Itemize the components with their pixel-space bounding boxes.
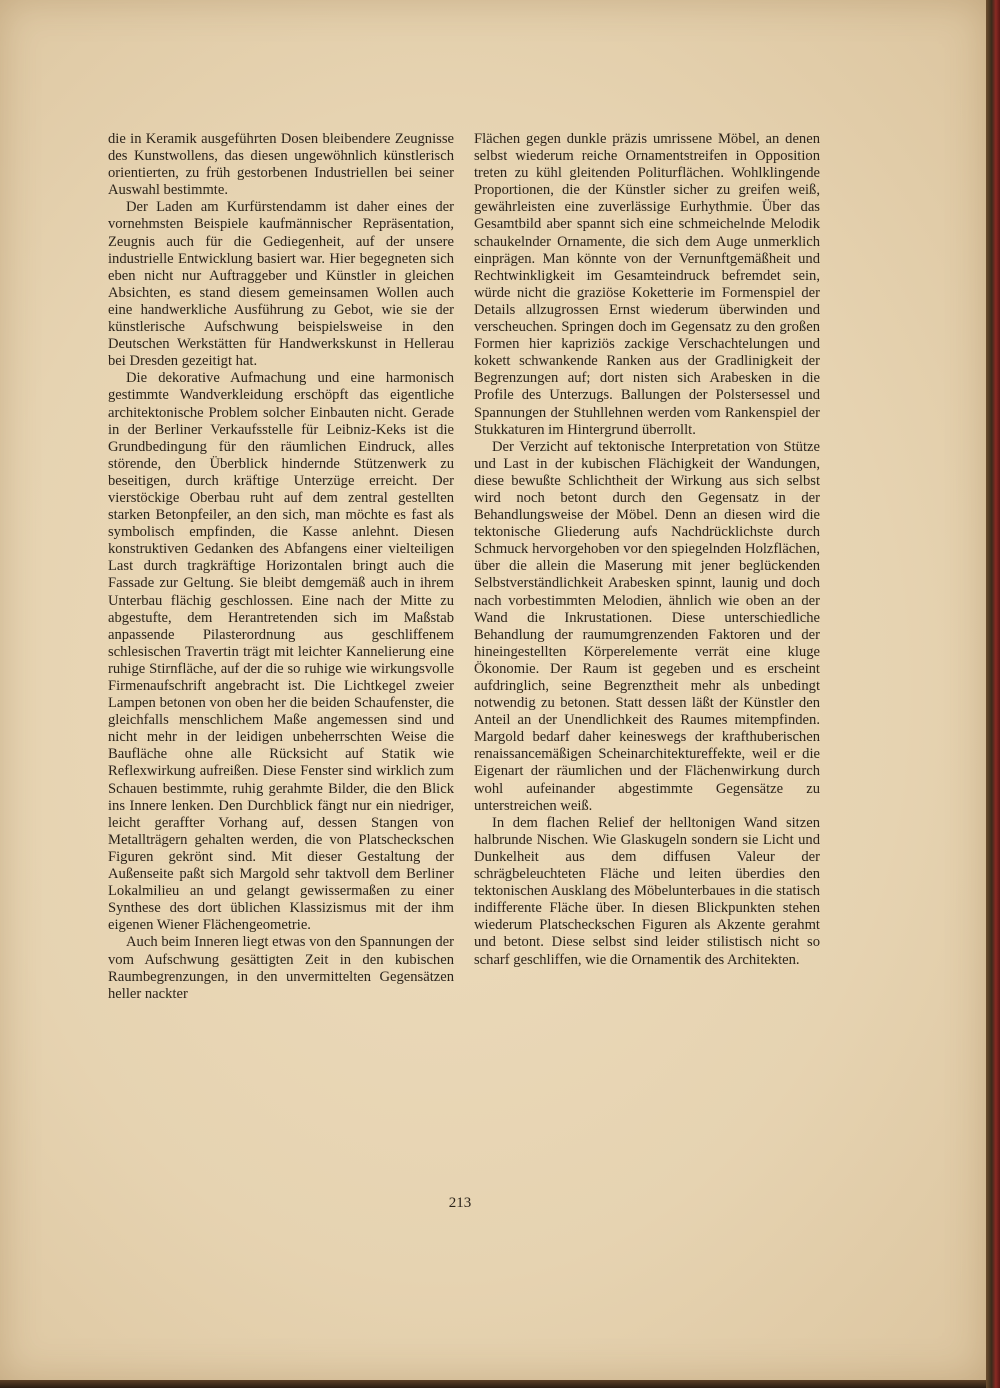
- page-bottom-edge: [0, 1380, 986, 1388]
- book-spine-edge: [986, 0, 1000, 1388]
- left-column: [108, 131, 454, 1003]
- paragraph: Der Verzicht auf tektonische Interpretation von Stütze und Last in der kubischen Flächigkeit der Wandungen, diese bewußte Schlichtheit der Wirkung aus sich selbst wird noch betont durch den Gegensatz in der Behandlungsweise der Möbel. Denn an diesen wird die tektonische Gliederung aufs Nachdrücklichste durch Schmuck hervorgehoben vor den spiegelnden Holzflächen, über die allein die Maserung mit jener beglückenden Selbstverständlichkeit Arabesken spinnt, launig und doch nach vorbestimmten Melodien, ähnlich wie oben an der Wand die Inkrustationen. Diese unterschiedliche Behandlung der raumumgrenzenden Faktoren und der hineingestellten Körperelemente verrät eine kluge Ökonomie. Der Raum ist gegeben und es erscheint aufdringlich, seine Begrenztheit mehr als unbedingt notwendig zu betonen. Statt dessen läßt der Künstler den Anteil an der Unendlichkeit des Raumes mitempfinden. Margold bedarf daher keineswegs der krafthuberischen renaissancemäßigen Scheinarchitektureffekte, weil er die Eigenart der räumlichen und der Flächenwirkung durch wohl aufeinander abgestimmte Gegensätze zu unterstreichen weiß.: [474, 438, 820, 814]
- paragraph: Die dekorative Aufmachung und eine harmonisch gestimmte Wandverkleidung erschöpft das eigentliche architektonische Problem solcher Einbauten nicht. Gerade in der Berliner Verkaufsstelle für Leibniz-Keks ist die Grundbedingung für den räumlichen Eindruck, alles störende, den Überblick hindernde Stützenwerk zu beseitigen, durch kräftige Unterzüge erreicht. Der vierstöckige Oberbau ruht auf dem zentral gestellten starken Betonpfeiler, an den sich, man möchte es fast als symbolisch empfinden, die Kasse anlehnt. Diesen konstruktiven Gedanken des Abfangens einer vielteiligen Last durch tragkräftige Horizontalen bringt auch die Fassade zur Geltung. Sie bleibt demgemäß auch in ihrem Unterbau flächig geschlossen. Eine nach der Mitte zu abgestufte, dem Herantretenden sich im Maßstab anpassende Pilasterordnung aus geschliffenem schlesischen Travertin trägt mit leichter Kannelierung eine ruhige Stirnfläche, auf der die so ruhige wie wirkungsvolle Firmenaufschrift angebracht ist. Die Lichtkegel zweier Lampen betonen von oben her die beiden Schaufenster, die gleichfalls menschlichem Maße angemessen sind und nicht mehr in der leidigen unbeherrschten Weise die Baufläche ohne alle Rücksicht auf Statik wie Reflexwirkung aufreißen. Diese Fenster sind wirklich zum Schauen bestimmte, ruhig gerahmte Bilder, die den Blick ins Innere lenken. Den Durchblick fängt nur ein niedriger, leicht geraffter Vorhang auf, dessen Stangen von Metallträgern gehalten werden, die von Platscheckschen Figuren gekrönt sind. Mit dieser Gestaltung der Außenseite paßt sich Margold sehr taktvoll dem Berliner Lokalmilieu an und gelangt gewissermaßen zu einer Synthese des dort üblichen Klassizismus mit der ihm eigenen Wiener Flächengeometrie.: [108, 370, 454, 934]
- paragraph: Flächen gegen dunkle präzis umrissene Möbel, an denen selbst wiederum reiche Ornamentstreifen in Opposition treten zu kühl gleitenden Politurflächen. Wohlklingende Proportionen, die der Künstler sicher zu greifen weiß, gewährleisten eine zuverlässige Eurhythmie. Über das Gesamtbild aber spannt sich eine schmeichelnde Melodik schaukelnder Ornamente, die sich dem Auge unmerklich einprägen. Man könnte von der Vernunftgemäßheit und Rechtwinkligkeit im Gesamteindruck befremdet sein, würde nicht die graziöse Koketterie im Formenspiel der Details allzugrossen Ernst wiederum überwinden und verscheuchen. Springen doch im Gegensatz zu den großen Formen hier kapriziös zackige Verschachtelungen und kokett schwankende Ranken aus der Gradlinigkeit der Begrenzungen auf; dort nisten sich Arabesken in die Profile des Unterzugs. Ballungen der Polstersessel und Spannungen der Stuhllehnen werden vom Rankenspiel der Stukkaturen im Hintergrund überrollt.: [474, 131, 820, 438]
- paragraph: Der Laden am Kurfürstendamm ist daher eines der vornehmsten Beispiele kaufmännischer Repräsentation, Zeugnis auch für die Gediegenheit, auf der unsere industrielle Entwicklung basiert war. Hier begegneten sich eben nicht nur Auftraggeber und Künstler in gleichen Absichten, es stand diesem gemeinsamen Wollen auch eine handwerkliche Ausführung zu Gebot, wie sie der künstlerische Aufschwung beispielsweise in den Deutschen Werkstätten für Handwerkskunst in Hellerau bei Dresden gezeitigt hat.: [108, 199, 454, 370]
- paragraph: Auch beim Inneren liegt etwas von den Spannungen der vom Aufschwung gesättigten Zeit in den kubischen Raumbegrenzungen, in den unvermittelten Gegensätzen heller nackter: [108, 934, 454, 1002]
- right-column: [474, 131, 820, 969]
- paragraph: die in Keramik ausgeführten Dosen bleibendere Zeugnisse des Kunstwollens, das diesen ungewöhnlich künstlerisch orientierten, zu früh gestorbenen Industriellen bei seiner Auswahl bestimmte.: [108, 131, 454, 199]
- page-number: 213: [448, 1195, 472, 1211]
- paragraph: In dem flachen Relief der helltonigen Wand sitzen halbrunde Nischen. Wie Glaskugeln sondern sie Licht und Dunkelheit aus dem diffusen Valeur der schrägbeleuchteten Fläche und leiten überdies den tektonischen Ausklang des Möbelunterbaues in die statisch indifferente Fläche über. In diesen Blickpunkten stehen wiederum Platscheckschen Figuren als Akzente gerahmt und betont. Diese selbst sind leider stilistisch nicht so scharf geschliffen, wie die Ornamentik des Architekten.: [474, 814, 820, 968]
